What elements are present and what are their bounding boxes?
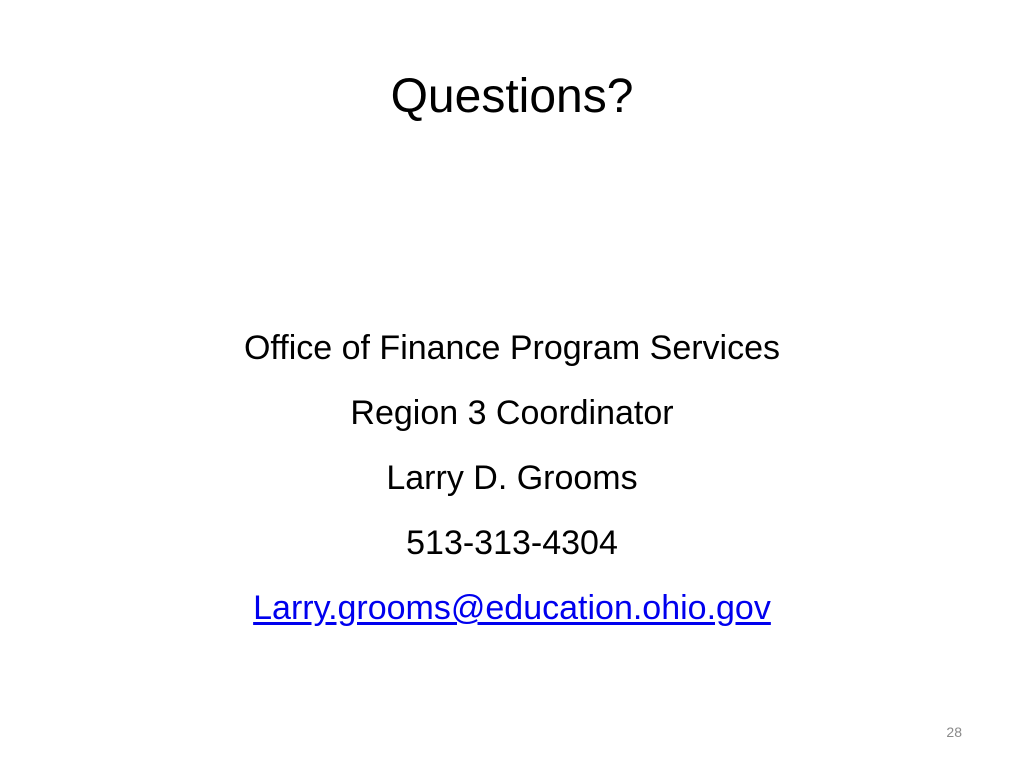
contact-name: Larry D. Grooms [386, 459, 638, 497]
email-line [0, 576, 1024, 641]
contact-info [0, 316, 1024, 641]
office-name: Office of Finance Program Services [243, 329, 781, 367]
email-link[interactable]: Larry.grooms@education.ohio.gov [253, 589, 771, 627]
page-number: 28 [946, 724, 962, 740]
phone-number: 513-313-4304 [406, 524, 618, 562]
coordinator-role: Region 3 Coordinator [350, 394, 674, 432]
slide-title: Questions? [390, 70, 634, 123]
